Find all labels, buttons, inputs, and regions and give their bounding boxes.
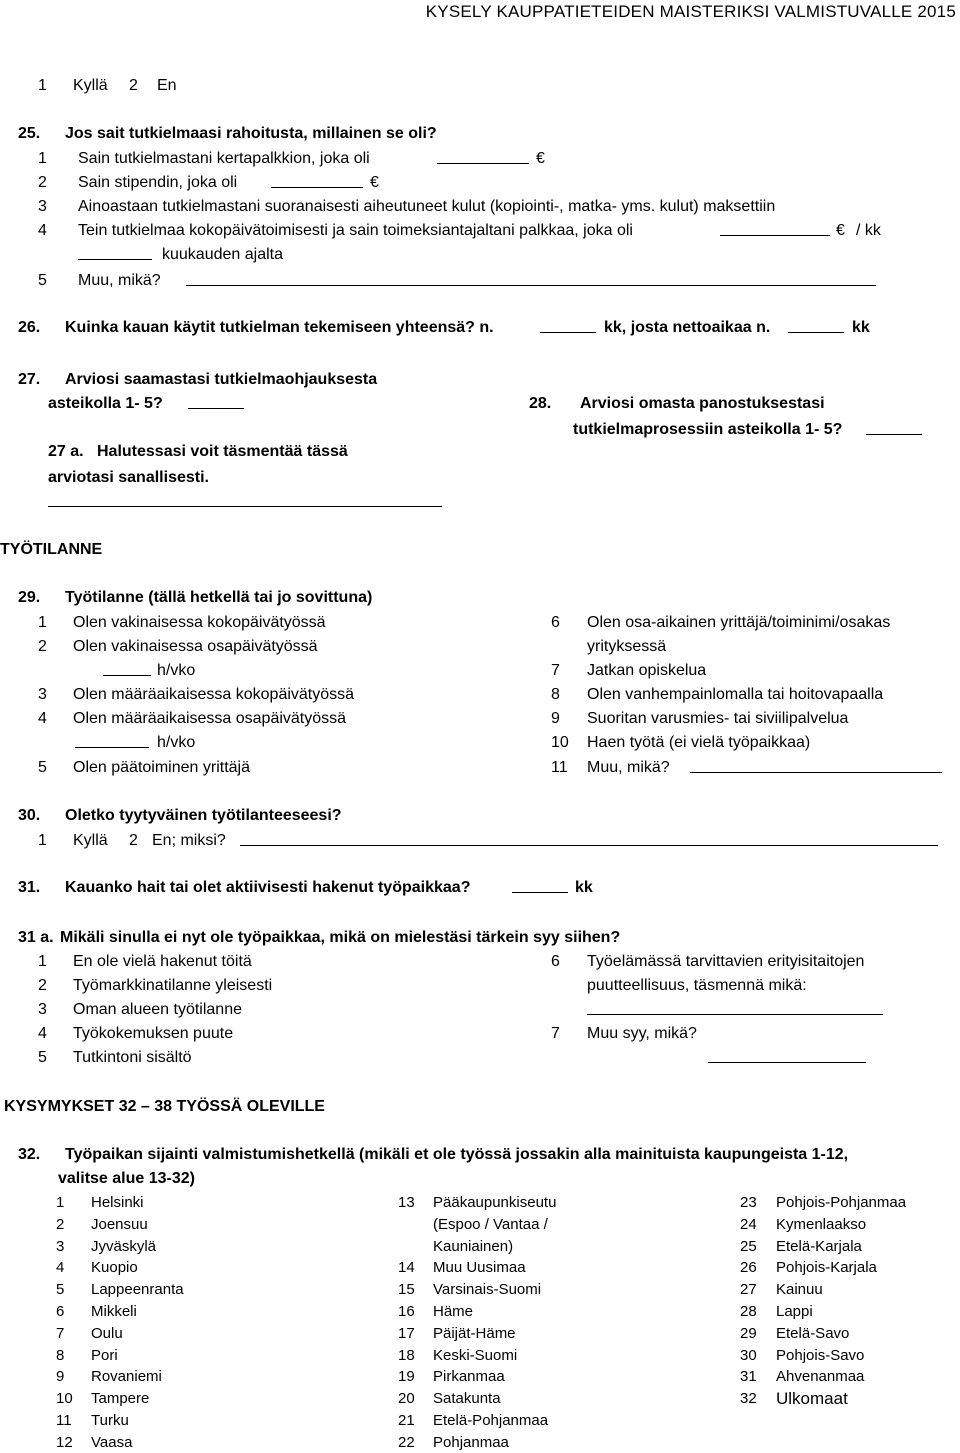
q32-option-label[interactable]: Kymenlaakso (776, 1216, 867, 1233)
top-option-2[interactable]: En (157, 77, 177, 94)
q32-option-num: 16 (398, 1303, 415, 1320)
q32-option-num: 19 (398, 1368, 415, 1385)
q28-line1: Arviosi omasta panostuksestasi (580, 395, 825, 412)
q29-l2-hvko: h/vko (157, 662, 196, 679)
q30-o2-num: 2 (129, 832, 138, 849)
q32-option-label[interactable]: Satakunta (433, 1390, 501, 1407)
q32-option-num: 7 (56, 1325, 65, 1342)
q32-option-label[interactable]: Päijät-Häme (433, 1325, 516, 1342)
q32-line2: valitse alue 13-32) (58, 1170, 195, 1187)
q29-l4-hours-field[interactable] (75, 733, 149, 754)
q29-r6-label[interactable]: Olen osa-aikainen yrittäjä/toiminimi/osakas (587, 614, 891, 631)
q32-option-num: 31 (740, 1368, 757, 1385)
q31a-r7-label[interactable]: Muu syy, mikä? (587, 1025, 697, 1042)
q25-o2-label[interactable]: Sain stipendin, joka oli (78, 174, 238, 191)
q29-r7-num: 7 (551, 662, 560, 679)
q31a-r6-label[interactable]: Työelämässä tarvittavien erityisitaitojen (587, 953, 865, 970)
q31a-number: 31 a. (18, 929, 54, 946)
q26-months-field[interactable] (540, 318, 596, 339)
q30-question: Oletko tyytyväinen työtilanteeseesi? (65, 807, 342, 824)
q32-option-num: 17 (398, 1325, 415, 1342)
q32-option-num: 9 (56, 1368, 65, 1385)
q31a-r6-field[interactable] (587, 1000, 883, 1021)
q32-option-num: 6 (56, 1303, 65, 1320)
q27-line1: Arviosi saamastasi tutkielmaohjauksesta (65, 371, 378, 388)
q32-option-label[interactable]: Jyväskylä (91, 1238, 157, 1255)
q31a-l3-num: 3 (38, 1001, 47, 1018)
q32-option-label[interactable]: Varsinais-Suomi (433, 1281, 542, 1298)
q31a-r7-num: 7 (551, 1025, 560, 1042)
q32-option-num: 14 (398, 1259, 415, 1276)
q29-r10-num: 10 (551, 734, 569, 751)
q32-option-label[interactable]: Kuopio (91, 1259, 138, 1276)
q25-o4-line2: kuukauden ajalta (162, 246, 283, 263)
q29-l3-num: 3 (38, 686, 47, 703)
q32-option-label[interactable]: Pohjois-Pohjanmaa (776, 1194, 907, 1211)
q25-o3-num: 3 (38, 198, 47, 215)
q32-option-label[interactable]: Oulu (91, 1325, 123, 1342)
top-option-1[interactable]: Kyllä (73, 77, 108, 94)
q32-option-num: 3 (56, 1238, 65, 1255)
q32-option-num: 28 (740, 1303, 757, 1320)
q32-option-label[interactable]: Pohjois-Savo (776, 1347, 865, 1364)
q29-question: Työtilanne (tällä hetkellä tai jo sovittuna) (65, 589, 373, 606)
page-header: KYSELY KAUPPATIETEIDEN MAISTERIKSI VALMISTUVALLE 2015 (425, 2, 956, 21)
q31a-l4-num: 4 (38, 1025, 47, 1042)
q31a-r6-label-cont: puutteellisuus, täsmennä mikä: (587, 977, 807, 994)
q32-option-num: 2 (56, 1216, 65, 1233)
q29-r8-num: 8 (551, 686, 560, 703)
q29-l4-hvko: h/vko (157, 734, 196, 751)
q32-option-label[interactable]: Pirkanmaa (433, 1368, 505, 1385)
q32-option-label[interactable]: Muu Uusimaa (433, 1259, 526, 1276)
q32-option-label[interactable]: Lappeenranta (91, 1281, 184, 1298)
q32-option-label[interactable]: Tampere (91, 1390, 150, 1407)
q29-l5-num: 5 (38, 759, 47, 776)
q28-number: 28. (529, 395, 552, 412)
q27-line2: asteikolla 1- 5? (48, 395, 163, 412)
q32-option-num: 15 (398, 1281, 415, 1298)
q31a-l2-num: 2 (38, 977, 47, 994)
q32-option-num: 8 (56, 1347, 65, 1364)
top-option-2-num: 2 (129, 77, 138, 94)
q32-option-label-cont: (Espoo / Vantaa / (433, 1216, 548, 1233)
q29-r9-num: 9 (551, 710, 560, 727)
q25-o3-label[interactable]: Ainoastaan tutkielmastani suoranaisesti aiheutuneet kulut (kopiointi-, matka- yms. kulut) maksettiin (78, 198, 776, 215)
q27-rating-field[interactable] (188, 394, 244, 415)
q29-l1-num: 1 (38, 614, 47, 631)
q29-r8-label[interactable]: Olen vanhempainlomalla tai hoitovapaalla (587, 686, 884, 703)
q25-o5-num: 5 (38, 272, 47, 289)
q29-r6-label-cont: yrityksessä (587, 638, 667, 655)
q32-option-label[interactable]: Mikkeli (91, 1303, 137, 1320)
q32-option-label[interactable]: Pori (91, 1347, 118, 1364)
q28-rating-field[interactable] (866, 420, 922, 441)
q32-option-label[interactable]: Etelä-Savo (776, 1325, 850, 1342)
q32-option-label[interactable]: Ulkomaat (776, 1389, 848, 1408)
q32-option-num: 18 (398, 1347, 415, 1364)
q32-option-num: 5 (56, 1281, 65, 1298)
q25-o1-label[interactable]: Sain tutkielmastani kertapalkkion, joka oli (78, 150, 370, 167)
q25-question: Jos sait tutkielmaasi rahoitusta, millainen se oli? (65, 125, 437, 142)
q32-option-num: 21 (398, 1412, 415, 1429)
q32-option-label[interactable]: Joensuu (91, 1216, 148, 1233)
q32-option-num: 11 (56, 1412, 72, 1429)
q32-option-num: 12 (56, 1434, 73, 1451)
q32-option-label-cont: Kauniainen) (433, 1238, 514, 1255)
q29-r11-num: 11 (551, 759, 568, 776)
q29-l5-label[interactable]: Olen päätoiminen yrittäjä (73, 759, 250, 776)
q31a-question: Mikäli sinulla ei nyt ole työpaikkaa, mikä on mielestäsi tärkein syy siihen? (60, 929, 621, 946)
q31-number: 31. (18, 879, 41, 896)
q31a-l2-label[interactable]: Työmarkkinatilanne yleisesti (73, 977, 273, 994)
q29-r11-field[interactable] (690, 758, 942, 779)
q27-number: 27. (18, 371, 41, 388)
q32-option-num: 24 (740, 1216, 757, 1233)
q31a-l5-label[interactable]: Tutkintoni sisältö (73, 1049, 192, 1066)
q32-option-label[interactable]: Lappi (776, 1303, 813, 1320)
q27a-number: 27 a. (48, 443, 84, 460)
q32-option-label[interactable]: Turku (91, 1412, 129, 1429)
q32-option-num: 30 (740, 1347, 757, 1364)
q32-option-label[interactable]: Vaasa (91, 1434, 133, 1451)
q25-o4-unit: / kk (856, 222, 881, 239)
q29-number: 29. (18, 589, 41, 606)
q30-why-field[interactable] (240, 831, 938, 852)
q26-number: 26. (18, 319, 41, 336)
q32-option-num: 25 (740, 1238, 757, 1255)
q32-option-num: 27 (740, 1281, 757, 1298)
q25-o4-label[interactable]: Tein tutkielmaa kokopäivätoimisesti ja sain toimeksiantajaltani palkkaa, joka oli (78, 222, 633, 239)
q29-l1-label[interactable]: Olen vakinaisessa kokopäivätyössä (73, 614, 326, 631)
q29-l4-label[interactable]: Olen määräaikaisessa osapäivätyössä (73, 710, 347, 727)
q32-option-label[interactable]: Etelä-Karjala (776, 1238, 862, 1255)
q30-number: 30. (18, 807, 41, 824)
q27a-line1: Halutessasi voit täsmentää tässä (97, 443, 348, 460)
q32-option-num: 13 (398, 1194, 415, 1211)
q31a-l4-label[interactable]: Työkokemuksen puute (73, 1025, 234, 1042)
q31-question: Kauanko hait tai olet aktiivisesti hakenut työpaikkaa? (65, 879, 471, 896)
q32-option-num: 4 (56, 1259, 65, 1276)
q31a-r6-num: 6 (551, 953, 560, 970)
q30-o2-label[interactable]: En; miksi? (152, 832, 226, 849)
q26-end: kk (852, 319, 870, 336)
q29-r6-num: 6 (551, 614, 560, 631)
q25-o1-num: 1 (38, 150, 47, 167)
q32-option-label[interactable]: Etelä-Pohjanmaa (433, 1412, 549, 1429)
euro-symbol: € (836, 222, 845, 239)
q29-l4-num: 4 (38, 710, 47, 727)
section-heading-kysymykset: KYSYMYKSET 32 – 38 TYÖSSÄ OLEVILLE (4, 1098, 325, 1115)
q25-o4-salary-field[interactable] (720, 221, 830, 242)
q25-number: 25. (18, 125, 41, 142)
euro-symbol: € (370, 174, 379, 191)
q25-o4-num: 4 (38, 222, 47, 239)
q25-o4-months-field[interactable] (78, 245, 152, 266)
q31a-l1-label[interactable]: En ole vielä hakenut töitä (73, 953, 252, 970)
q32-option-label[interactable]: Pääkaupunkiseutu (433, 1194, 557, 1211)
q32-option-num: 32 (740, 1390, 757, 1407)
q25-o2-num: 2 (38, 174, 47, 191)
q32-option-label[interactable]: Pohjois-Karjala (776, 1259, 877, 1276)
q29-r7-label[interactable]: Jatkan opiskelua (587, 662, 707, 679)
q30-o1-num: 1 (38, 832, 47, 849)
q31-months-field[interactable] (512, 878, 568, 899)
q32-option-label[interactable]: Keski-Suomi (433, 1347, 518, 1364)
q32-option-label[interactable]: Kainuu (776, 1281, 823, 1298)
q32-option-label[interactable]: Häme (433, 1303, 474, 1320)
q27a-text-field[interactable] (48, 492, 442, 513)
euro-symbol: € (536, 150, 545, 167)
q26-net-field[interactable] (788, 318, 844, 339)
q32-option-num: 29 (740, 1325, 757, 1342)
section-heading-tyotilanne: TYÖTILANNE (0, 541, 103, 558)
q27a-line2: arviotasi sanallisesti. (48, 469, 209, 486)
q32-option-label[interactable]: Ahvenanmaa (776, 1368, 865, 1385)
q32-option-num: 26 (740, 1259, 757, 1276)
q32-option-num: 10 (56, 1390, 73, 1407)
q31a-l3-label[interactable]: Oman alueen työtilanne (73, 1001, 242, 1018)
q32-option-num: 23 (740, 1194, 757, 1211)
q25-o5-label[interactable]: Muu, mikä? (78, 272, 161, 289)
q31a-l5-num: 5 (38, 1049, 47, 1066)
q31-unit: kk (575, 879, 593, 896)
q31a-l1-num: 1 (38, 953, 47, 970)
q31a-r7-field[interactable] (708, 1048, 866, 1069)
q29-r11-label[interactable]: Muu, mikä? (587, 759, 670, 776)
q25-o1-amount-field[interactable] (437, 149, 529, 170)
q32-option-label[interactable]: Rovaniemi (91, 1368, 162, 1385)
q32-line1: Työpaikan sijainti valmistumishetkellä (mikäli et ole työssä jossakin alla mainituista kaupungeista 1-12, (65, 1146, 849, 1163)
q25-o5-field[interactable] (186, 271, 876, 292)
q29-r9-label[interactable]: Suoritan varusmies- tai siviilipalvelua (587, 710, 849, 727)
q29-l3-label[interactable]: Olen määräaikaisessa kokopäivätyössä (73, 686, 355, 703)
q28-line2: tutkielmaprosessiin asteikolla 1- 5? (573, 421, 843, 438)
q32-number: 32. (18, 1146, 41, 1163)
q29-l2-hours-field[interactable] (103, 661, 151, 682)
q25-o2-amount-field[interactable] (271, 173, 363, 194)
top-option-1-num: 1 (38, 77, 47, 94)
q30-o1-label[interactable]: Kyllä (73, 832, 108, 849)
q32-option-num: 1 (56, 1194, 65, 1211)
q29-l2-label[interactable]: Olen vakinaisessa osapäivätyössä (73, 638, 318, 655)
q32-option-label[interactable]: Pohjanmaa (433, 1434, 509, 1451)
q32-option-num: 22 (398, 1434, 415, 1451)
q29-l2-num: 2 (38, 638, 47, 655)
q29-r10-label[interactable]: Haen työtä (ei vielä työpaikkaa) (587, 734, 811, 751)
q26-mid: kk, josta nettoaikaa n. (604, 319, 771, 336)
q32-option-num: 20 (398, 1390, 415, 1407)
q32-option-label[interactable]: Helsinki (91, 1194, 144, 1211)
q26-question: Kuinka kauan käytit tutkielman tekemiseen yhteensä? n. (65, 319, 494, 336)
